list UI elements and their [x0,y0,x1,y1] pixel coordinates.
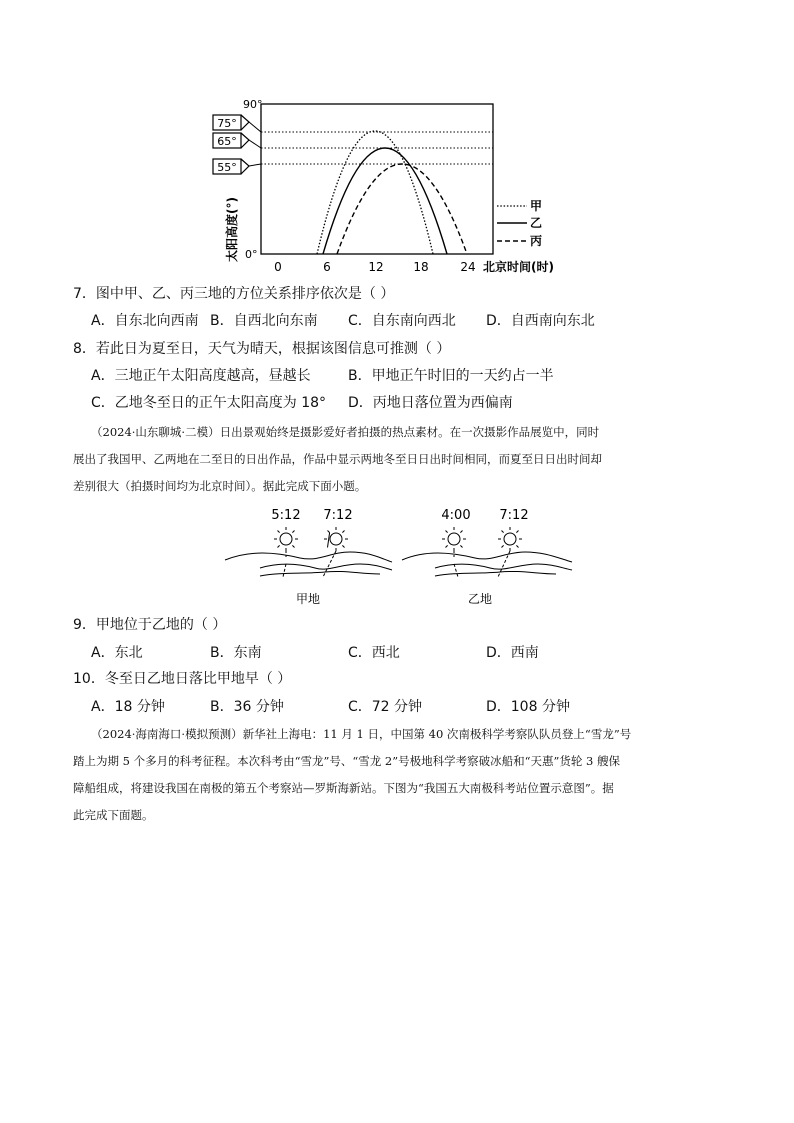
series-bing-curve [337,164,467,254]
passage-2-line-3: 障船组成，将建设我国在南极的第五个考察站—罗斯海新站。下图为“我国五大南极科考站位置示意图”。据 [73,781,614,795]
panel-yi-label: 乙地 [467,592,493,606]
q9-option-b: B．东南 [210,645,262,661]
callout-55-label: 55° [217,161,237,174]
panel-jia-landscape [225,551,392,577]
passage-2-line-2: 踏上为期 5 个多月的科考征程。本次科考由“雪龙”号、“雪龙 2”号极地科学考察破冰船和“天惠”货轮 3 艘保 [73,754,620,768]
y-axis-bottom-label: 0° [245,248,258,261]
series-jia-curve [317,131,433,254]
q9-option-c: C．西北 [348,645,400,661]
passage-1-line-2: 展出了我国甲、乙两地在二至日的日出作品，作品中显示两地冬至日日出时间相同，而夏至日日出时间却 [73,452,602,466]
y-axis-top-label: 90° [243,98,263,111]
q7-option-a: A．自东北向西南 [91,313,199,329]
q8-option-a: A．三地正午太阳高度越高，昼越长 [91,368,311,384]
question-7-stem: 7．图中甲、乙、丙三地的方位关系排序依次是（ ） [73,286,395,302]
panel-yi-time-2: 7:12 [499,508,529,523]
q7-option-b: B．自西北向东南 [210,313,318,329]
x-tick-6: 6 [323,260,331,274]
sun-icon [442,527,466,551]
callout-75-label: 75° [217,117,237,130]
y-axis-title: 太阳高度(°) [225,197,239,262]
sun-icon [498,527,522,551]
passage-1-line-3: 差别很大（拍摄时间均为北京时间）。据此完成下面小题。 [73,479,367,493]
x-tick-18: 18 [413,260,429,274]
q8-option-b: B．甲地正午时旧的一天约占一半 [348,368,554,384]
callout-65 [213,133,249,148]
legend-yi: 乙 [530,216,543,230]
q10-option-a: A．18 分钟 [91,699,165,715]
q8-option-c: C．乙地冬至日的正午太阳高度为 18° [91,395,327,411]
q10-option-d: D．108 分钟 [486,699,570,715]
sun-icon [324,527,348,551]
q7-option-c: C．自东南向西北 [348,313,456,329]
panel-jia-time-2: 7:12 [323,508,353,523]
passage-2-line-4: 此完成下面题。 [73,808,154,822]
passage-1-line-1: （2024·山东聊城·二模）日出景观始终是摄影爱好者拍摄的热点素材。在一次摄影作品展览中，同时 [91,425,600,439]
question-10-stem: 10．冬至日乙地日落比甲地早（ ） [73,671,292,687]
callout-55 [213,159,249,174]
solar-altitude-figure [205,96,595,276]
plot-frame [261,104,493,254]
panel-jia-label: 甲地 [295,592,321,606]
x-tick-12: 12 [368,260,384,274]
question-9-stem: 9．甲地位于乙地的（ ） [73,617,227,633]
passage-2-line-1: （2024·海南海口·模拟预测）新华社上海电：11 月 1 日，中国第 40 次南极科学考察队队员登上“雪龙”号 [91,727,632,741]
legend-bing: 丙 [530,234,543,248]
question-8-stem: 8．若此日为夏至日，天气为晴天，根据该图信息可推测（ ） [73,341,451,357]
x-tick-24: 24 [460,260,476,274]
callout-75 [213,115,249,130]
sunrise-figure [220,502,590,612]
q7-option-d: D．自西南向东北 [486,313,595,329]
panel-jia-time-1: 5:12 [271,508,301,523]
q8-option-d: D．丙地日落位置为西偏南 [348,395,513,411]
q10-option-c: C．72 分钟 [348,699,423,715]
panel-yi-time-1: 4:00 [441,508,471,523]
q9-option-d: D．西南 [486,645,539,661]
q9-option-a: A．东北 [91,645,143,661]
legend-jia: 甲 [530,199,543,213]
callout-65-label: 65° [217,135,237,148]
q10-option-b: B．36 分钟 [210,699,284,715]
panel-yi-landscape [402,551,572,577]
sun-icon [274,527,298,551]
x-tick-0: 0 [274,260,282,274]
x-axis-title: 北京时间(时) [483,260,554,274]
